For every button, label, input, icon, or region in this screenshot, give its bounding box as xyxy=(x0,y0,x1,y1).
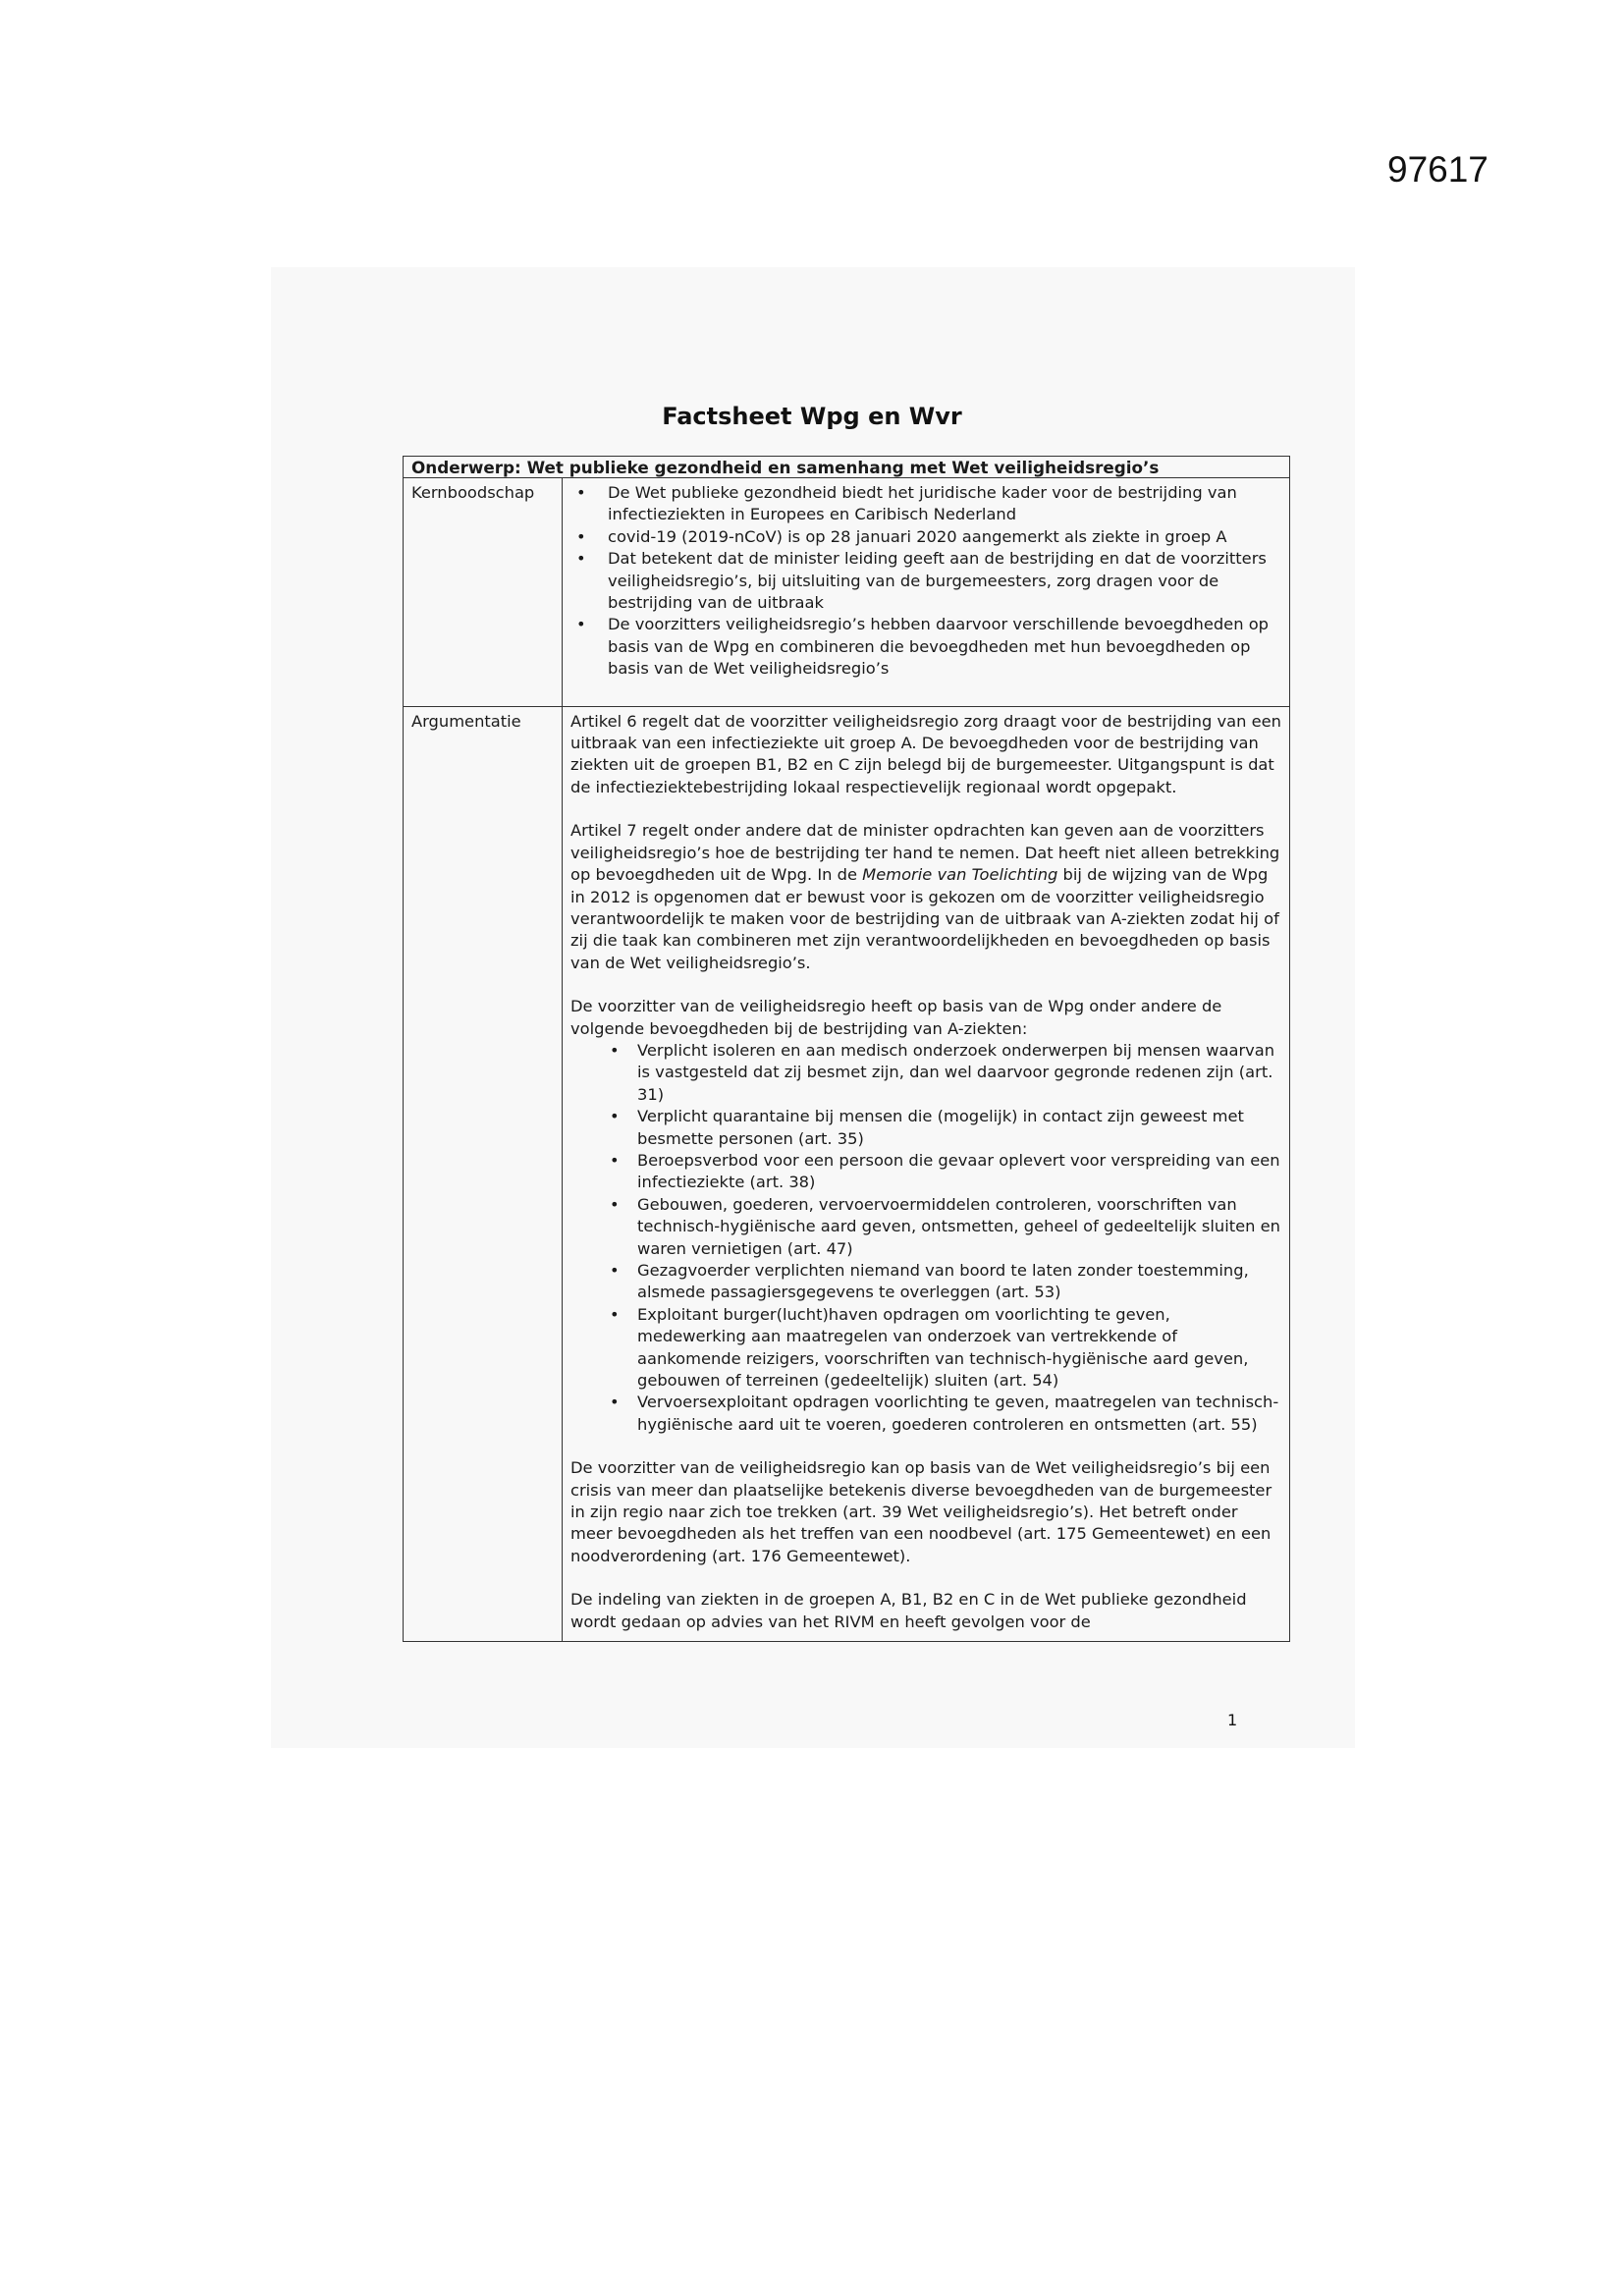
paragraph-artikel-7-part-b: bij de wijzing van de Wpg in 2012 is opgenomen dat er bewust voor is gekozen om de voorzitter veiligheidsregio verantwoordelijk te maken voor de bestrijding van de uitbraak van A-ziekten zodat hij of zij die taak kan combineren met zijn verantwoordelijkheden en bevoegdheden op basis van de Wet veiligheidsregio’s. xyxy=(570,865,1279,972)
subject-heading: Onderwerp: Wet publieke gezondheid en samenhang met Wet veiligheidsregio’s xyxy=(404,457,1290,478)
list-item: • De Wet publieke gezondheid biedt het juridische kader voor de bestrijding van infectieziekten in Europees en Caribisch Nederland xyxy=(570,482,1283,526)
kernboodschap-content-cell xyxy=(563,478,1290,707)
list-item: • Gebouwen, goederen, vervoervoermiddelen controleren, voorschriften van technisch-hygiënische aard geven, ontsmetten, geheel of gedeeltelijk sluiten en waren vernietigen (art. 47) xyxy=(570,1194,1283,1260)
document-id: 97617 xyxy=(1387,149,1489,190)
paragraph-artikel-7 xyxy=(570,820,1283,974)
kernboodschap-row xyxy=(404,478,1290,707)
kernboodschap-list xyxy=(570,482,1283,681)
list-item: • Exploitant burger(lucht)haven opdragen om voorlichting te geven, medewerking aan maatregelen van onderzoek van vertrekkende of aankomende reizigers, voorschriften van technisch-hygiënische aard geven, gebouwen of terreinen (gedeeltelijk) sluiten (art. 54) xyxy=(570,1304,1283,1393)
argumentatie-content-cell xyxy=(563,706,1290,1641)
kernboodschap-label: Kernboodschap xyxy=(411,483,535,502)
paragraph-wet-veiligheidsregios: De voorzitter van de veiligheidsregio kan op basis van de Wet veiligheidsregio’s bij een crisis van meer dan plaatselijke betekenis diverse bevoegdheden van de burgemeester in zijn regio naar zich toe trekken (art. 39 Wet veiligheidsregio’s). Het betreft onder meer bevoegdheden als het treffen van een noodbevel (art. 175 Gemeentewet) en een noodverordening (art. 176 Gemeentewet). xyxy=(570,1458,1272,1565)
list-item: • Verplicht isoleren en aan medisch onderzoek onderwerpen bij mensen waarvan is vastgesteld dat zij besmet zijn, dan wel daarvoor gegronde redenen zijn (art. 31) xyxy=(570,1040,1283,1106)
list-item: • covid-19 (2019-nCoV) is op 28 januari 2020 aangemerkt als ziekte in groep A xyxy=(570,526,1283,548)
factsheet-table xyxy=(403,456,1290,1642)
paragraph-artikel-7-part-a: Artikel 7 regelt onder andere dat de minister opdrachten kan geven aan de voorzitters veiligheidsregio’s hoe de bestrijding ter hand te nemen. Dat heeft niet alleen betrekking op bevoegdheden uit de Wpg. In de xyxy=(570,821,1280,885)
list-item: • Verplicht quarantaine bij mensen die (mogelijk) in contact zijn geweest met besmette personen (art. 35) xyxy=(570,1106,1283,1150)
page-title: Factsheet Wpg en Wvr xyxy=(662,403,962,430)
kernboodschap-label-cell xyxy=(404,478,563,707)
list-item: • Dat betekent dat de minister leiding geeft aan de bestrijding en dat de voorzitters veiligheidsregio’s, bij uitsluiting van de burgemeesters, zorg dragen voor de bestrijding van de uitbraak xyxy=(570,548,1283,614)
paragraph-artikel-6: Artikel 6 regelt dat de voorzitter veiligheidsregio zorg draagt voor de bestrijding van een uitbraak van een infectieziekte uit groep A. De bevoegdheden voor de bestrijding van ziekten uit de groepen B1, B2 en C zijn belegd bij de burgemeester. Uitgangspunt is dat de infectieziektebestrijding lokaal respectievelijk regionaal wordt opgepakt. xyxy=(570,711,1281,796)
list-item: • Beroepsverbod voor een persoon die gevaar oplevert voor verspreiding van een infectieziekte (art. 38) xyxy=(570,1150,1283,1194)
list-item: • Vervoersexploitant opdragen voorlichting te geven, maatregelen van technisch-hygiënische aard uit te voeren, goederen controleren en ontsmetten (art. 55) xyxy=(570,1392,1283,1436)
page-number: 1 xyxy=(1227,1711,1238,1729)
argumentatie-row xyxy=(404,706,1290,1641)
memorie-van-toelichting-emphasis: Memorie van Toelichting xyxy=(862,865,1058,885)
argumentatie-label: Argumentatie xyxy=(411,711,521,731)
paragraph-indeling-ziekten: De indeling van ziekten in de groepen A, B1, B2 en C in de Wet publieke gezondheid wordt gedaan op advies van het RIVM en heeft gevolgen voor de xyxy=(570,1590,1247,1631)
argumentatie-label-cell xyxy=(404,706,563,1641)
list-item: • Gezagvoerder verplichten niemand van boord te laten zonder toestemming, alsmede passagiersgegevens te overleggen (art. 53) xyxy=(570,1260,1283,1304)
subject-row xyxy=(404,457,1290,478)
list-item: • De voorzitters veiligheidsregio’s hebben daarvoor verschillende bevoegdheden op basis van de Wpg en combineren die bevoegdheden met hun bevoegdheden op basis van de Wet veiligheidsregio’s xyxy=(570,614,1283,680)
powers-list xyxy=(570,1040,1283,1436)
paragraph-powers-intro: De voorzitter van de veiligheidsregio heeft op basis van de Wpg onder andere de volgende bevoegdheden bij de bestrijding van A-ziekten: xyxy=(570,997,1222,1038)
